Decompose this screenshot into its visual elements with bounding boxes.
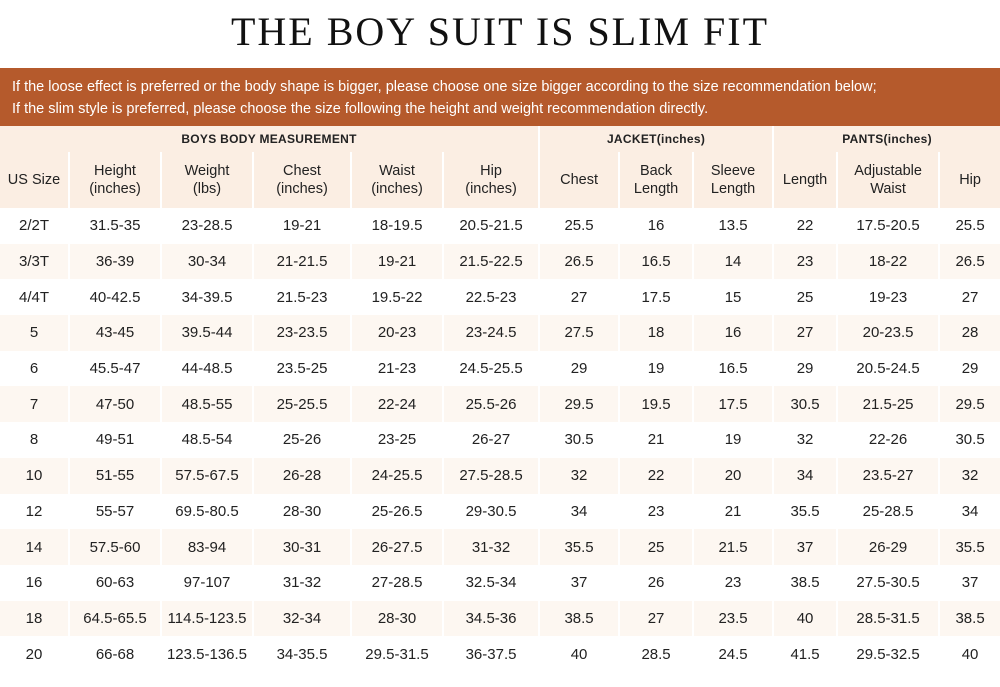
table-cell: 25	[620, 529, 694, 565]
table-cell: 21	[694, 494, 774, 530]
size-cell: 6	[0, 351, 70, 387]
table-cell: 30.5	[940, 422, 1000, 458]
table-cell: 97-107	[162, 565, 254, 601]
table-cell: 21	[620, 422, 694, 458]
column-header-line-1: Adjustable	[854, 163, 922, 179]
table-cell: 38.5	[540, 601, 620, 637]
table-cell: 29	[940, 351, 1000, 387]
table-cell: 25.5	[540, 208, 620, 244]
table-cell: 35.5	[540, 529, 620, 565]
column-header-line-1: Hip	[480, 163, 502, 179]
group-pants: PANTS(inches)	[774, 126, 1000, 152]
table-row	[0, 351, 1000, 387]
table-cell: 40	[774, 601, 838, 637]
table-cell: 21-21.5	[254, 244, 352, 280]
column-header-line-1: Weight	[184, 163, 230, 179]
table-cell: 57.5-67.5	[162, 458, 254, 494]
table-cell: 25.5-26	[444, 386, 540, 422]
table-cell: 38.5	[940, 601, 1000, 637]
table-cell: 32-34	[254, 601, 352, 637]
size-cell: 8	[0, 422, 70, 458]
column-header	[70, 152, 162, 208]
table-cell: 22	[620, 458, 694, 494]
table-cell: 15	[694, 279, 774, 315]
table-row	[0, 244, 1000, 280]
table-cell: 31-32	[444, 529, 540, 565]
column-header-line-2: Waist	[870, 181, 906, 197]
table-cell: 20-23.5	[838, 315, 940, 351]
table-cell: 34	[540, 494, 620, 530]
table-cell: 34	[940, 494, 1000, 530]
table-cell: 22-24	[352, 386, 444, 422]
table-cell: 20.5-24.5	[838, 351, 940, 387]
table-cell: 28-30	[254, 494, 352, 530]
table-cell: 32	[540, 458, 620, 494]
table-cell: 20.5-21.5	[444, 208, 540, 244]
table-cell: 38.5	[774, 565, 838, 601]
table-cell: 32	[940, 458, 1000, 494]
table-cell: 45.5-47	[70, 351, 162, 387]
column-header	[940, 152, 1000, 208]
column-header-line-1: US Size	[7, 172, 61, 188]
table-cell: 23.5-25	[254, 351, 352, 387]
table-cell: 25-26.5	[352, 494, 444, 530]
table-cell: 17.5	[620, 279, 694, 315]
table-cell: 34	[774, 458, 838, 494]
table-cell: 14	[694, 244, 774, 280]
table-row	[0, 494, 1000, 530]
table-cell: 16.5	[620, 244, 694, 280]
table-cell: 32	[774, 422, 838, 458]
table-cell: 25.5	[940, 208, 1000, 244]
column-header-line-1: Back	[639, 163, 673, 179]
table-cell: 30-31	[254, 529, 352, 565]
size-cell: 16	[0, 565, 70, 601]
column-header-line-2: (lbs)	[192, 181, 222, 197]
table-cell: 60-63	[70, 565, 162, 601]
table-cell: 34-39.5	[162, 279, 254, 315]
size-chart-table	[0, 126, 1000, 672]
column-header	[774, 152, 838, 208]
table-cell: 47-50	[70, 386, 162, 422]
column-header-row	[0, 152, 1000, 208]
column-header	[838, 152, 940, 208]
table-cell: 26-27	[444, 422, 540, 458]
table-row	[0, 565, 1000, 601]
column-header	[352, 152, 444, 208]
table-cell: 27-28.5	[352, 565, 444, 601]
column-header-line-2: (inches)	[89, 181, 141, 197]
table-cell: 48.5-54	[162, 422, 254, 458]
table-cell: 123.5-136.5	[162, 636, 254, 672]
table-cell: 25-26	[254, 422, 352, 458]
table-cell: 40	[540, 636, 620, 672]
table-cell: 24.5	[694, 636, 774, 672]
table-cell: 29-30.5	[444, 494, 540, 530]
table-cell: 40-42.5	[70, 279, 162, 315]
table-cell: 64.5-65.5	[70, 601, 162, 637]
table-cell: 37	[940, 565, 1000, 601]
table-cell: 114.5-123.5	[162, 601, 254, 637]
table-row	[0, 529, 1000, 565]
table-cell: 35.5	[774, 494, 838, 530]
table-cell: 27	[620, 601, 694, 637]
table-cell: 34.5-36	[444, 601, 540, 637]
fit-notice-banner	[0, 68, 1000, 126]
table-cell: 36-37.5	[444, 636, 540, 672]
table-cell: 16	[694, 315, 774, 351]
table-cell: 29.5	[540, 386, 620, 422]
table-cell: 25	[774, 279, 838, 315]
table-cell: 28.5-31.5	[838, 601, 940, 637]
table-row	[0, 601, 1000, 637]
column-header-line-1: Sleeve	[710, 163, 756, 179]
column-header-line-1: Waist	[379, 163, 415, 179]
table-cell: 29	[540, 351, 620, 387]
column-header	[0, 152, 70, 208]
table-cell: 23-28.5	[162, 208, 254, 244]
column-header	[540, 152, 620, 208]
table-row	[0, 636, 1000, 672]
table-cell: 23	[774, 244, 838, 280]
size-cell: 3/3T	[0, 244, 70, 280]
size-cell: 5	[0, 315, 70, 351]
table-row	[0, 208, 1000, 244]
table-cell: 20	[694, 458, 774, 494]
size-cell: 14	[0, 529, 70, 565]
size-cell: 12	[0, 494, 70, 530]
table-cell: 22.5-23	[444, 279, 540, 315]
table-cell: 29.5-31.5	[352, 636, 444, 672]
table-cell: 23-23.5	[254, 315, 352, 351]
table-cell: 27	[774, 315, 838, 351]
group-header-row	[0, 126, 1000, 152]
table-row	[0, 315, 1000, 351]
table-cell: 18	[620, 315, 694, 351]
table-cell: 17.5	[694, 386, 774, 422]
fit-notice-line-2: If the slim style is preferred, please choose the size following the height and weight recommendation directly.	[12, 101, 709, 117]
table-cell: 30.5	[774, 386, 838, 422]
table-cell: 21.5-23	[254, 279, 352, 315]
table-cell: 21.5-25	[838, 386, 940, 422]
group-body-measurement: BOYS BODY MEASUREMENT	[0, 126, 540, 152]
table-cell: 23.5	[694, 601, 774, 637]
table-cell: 28	[940, 315, 1000, 351]
table-cell: 23-24.5	[444, 315, 540, 351]
column-header	[254, 152, 352, 208]
table-cell: 19-23	[838, 279, 940, 315]
table-cell: 16	[620, 208, 694, 244]
table-cell: 28-30	[352, 601, 444, 637]
table-cell: 83-94	[162, 529, 254, 565]
page-title: THE BOY SUIT IS SLIM FIT	[230, 8, 770, 54]
table-cell: 41.5	[774, 636, 838, 672]
table-cell: 26.5	[540, 244, 620, 280]
column-header-line-1: Height	[94, 163, 136, 179]
table-cell: 21.5-22.5	[444, 244, 540, 280]
table-cell: 26.5	[940, 244, 1000, 280]
column-header-line-2: (inches)	[276, 181, 328, 197]
table-cell: 21-23	[352, 351, 444, 387]
table-cell: 26-28	[254, 458, 352, 494]
size-chart-body	[0, 208, 1000, 672]
fit-notice-line-1: If the loose effect is preferred or the body shape is bigger, please choose one size bigger according to the size recommendation below;	[12, 79, 877, 95]
table-cell: 28.5	[620, 636, 694, 672]
column-header-line-2: Length	[710, 181, 756, 197]
table-cell: 51-55	[70, 458, 162, 494]
table-cell: 48.5-55	[162, 386, 254, 422]
table-cell: 26-29	[838, 529, 940, 565]
table-cell: 27.5-28.5	[444, 458, 540, 494]
table-cell: 24.5-25.5	[444, 351, 540, 387]
table-cell: 35.5	[940, 529, 1000, 565]
table-cell: 34-35.5	[254, 636, 352, 672]
table-cell: 22	[774, 208, 838, 244]
table-cell: 30-34	[162, 244, 254, 280]
table-cell: 27	[940, 279, 1000, 315]
table-cell: 40	[940, 636, 1000, 672]
column-header-line-2: (inches)	[465, 181, 517, 197]
table-cell: 36-39	[70, 244, 162, 280]
table-cell: 27.5-30.5	[838, 565, 940, 601]
table-cell: 66-68	[70, 636, 162, 672]
group-jacket: JACKET(inches)	[540, 126, 774, 152]
table-cell: 19	[694, 422, 774, 458]
column-header-line-1: Length	[782, 172, 828, 188]
table-cell: 23-25	[352, 422, 444, 458]
table-row	[0, 386, 1000, 422]
column-header-line-2: (inches)	[371, 181, 423, 197]
table-cell: 24-25.5	[352, 458, 444, 494]
table-cell: 23.5-27	[838, 458, 940, 494]
table-cell: 19.5-22	[352, 279, 444, 315]
table-cell: 27	[540, 279, 620, 315]
table-row	[0, 279, 1000, 315]
table-cell: 69.5-80.5	[162, 494, 254, 530]
size-cell: 18	[0, 601, 70, 637]
table-row	[0, 458, 1000, 494]
table-cell: 26-27.5	[352, 529, 444, 565]
table-cell: 39.5-44	[162, 315, 254, 351]
table-cell: 49-51	[70, 422, 162, 458]
column-header-line-1: Chest	[560, 172, 598, 188]
size-cell: 7	[0, 386, 70, 422]
table-cell: 13.5	[694, 208, 774, 244]
table-cell: 26	[620, 565, 694, 601]
table-cell: 57.5-60	[70, 529, 162, 565]
column-header-line-1: Hip	[959, 172, 981, 188]
table-cell: 31.5-35	[70, 208, 162, 244]
table-cell: 25-28.5	[838, 494, 940, 530]
table-cell: 30.5	[540, 422, 620, 458]
table-cell: 29	[774, 351, 838, 387]
table-cell: 31-32	[254, 565, 352, 601]
table-cell: 37	[540, 565, 620, 601]
table-cell: 29.5-32.5	[838, 636, 940, 672]
table-cell: 21.5	[694, 529, 774, 565]
table-cell: 16.5	[694, 351, 774, 387]
table-cell: 43-45	[70, 315, 162, 351]
column-header	[620, 152, 694, 208]
column-header	[162, 152, 254, 208]
table-cell: 20-23	[352, 315, 444, 351]
table-cell: 23	[694, 565, 774, 601]
size-cell: 4/4T	[0, 279, 70, 315]
table-cell: 19.5	[620, 386, 694, 422]
size-cell: 20	[0, 636, 70, 672]
size-cell: 10	[0, 458, 70, 494]
size-cell: 2/2T	[0, 208, 70, 244]
table-cell: 55-57	[70, 494, 162, 530]
table-cell: 18-19.5	[352, 208, 444, 244]
table-row	[0, 422, 1000, 458]
table-cell: 22-26	[838, 422, 940, 458]
table-cell: 19-21	[352, 244, 444, 280]
column-header-line-2: Length	[633, 181, 679, 197]
table-cell: 19	[620, 351, 694, 387]
table-cell: 17.5-20.5	[838, 208, 940, 244]
table-cell: 18-22	[838, 244, 940, 280]
column-header-line-1: Chest	[283, 163, 321, 179]
table-cell: 44-48.5	[162, 351, 254, 387]
table-cell: 29.5	[940, 386, 1000, 422]
column-header	[444, 152, 540, 208]
table-cell: 19-21	[254, 208, 352, 244]
column-header	[694, 152, 774, 208]
table-cell: 25-25.5	[254, 386, 352, 422]
table-cell: 37	[774, 529, 838, 565]
table-cell: 32.5-34	[444, 565, 540, 601]
table-cell: 27.5	[540, 315, 620, 351]
table-cell: 23	[620, 494, 694, 530]
